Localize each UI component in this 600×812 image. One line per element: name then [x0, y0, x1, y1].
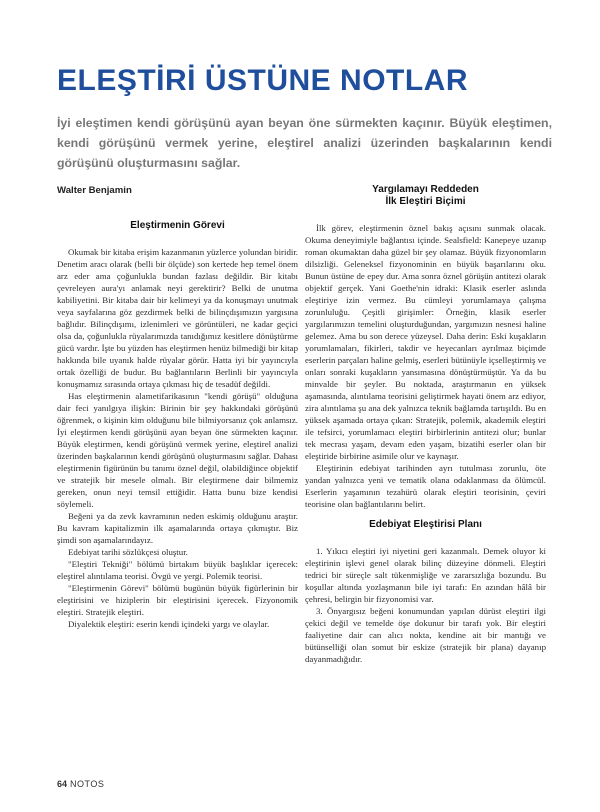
- article-title: ELEŞTİRİ ÜSTÜNE NOTLAR: [57, 64, 469, 97]
- right-column: [305, 184, 546, 665]
- body-paragraph: Okumak bir kitaba erişim kazanmanın yüzlerce yolundan biridir. Denetim aracı olarak (belli bir ölçüde) son kertede hep temel önem arz eder ama çoğunlukla bundan fazlası değildir. Bir kitabı çevreleyen aura'yı anlamak neyi gerektirir? Belki de unutma kabiliyetini. Bir kitaba dair bir kelimeyi ya da konuşmayı unutmak veya sayfalarına göz gezdirmek belki de bilinçdışımızın yargısına bağlıdır. Bilinçdışımı, izlenimleri ve görüntüleri, ne kadar geçici olsa da, çoğunlukla rüyalarımızda tanıdığımız kesitlere dönüştürme gücü vardır. İşte bu yüzden has eleştirmen henüz bilmediği bir kitap hakkında bile uyanık halde rüyalar görür. Hatta iyi bir yayıncıyla ortak özelliği de budur. Bu bağlantıların Berlinli bir yayıncıyla konuşmamız sırasında ortaya çıkması hiç de tesadüf değildi.: [57, 247, 298, 389]
- body-paragraph: Edebiyat tarihi sözlükçesi oluştur.: [68, 547, 188, 557]
- author-name: Walter Benjamin: [57, 185, 132, 196]
- article-lede: İyi eleştimen kendi görüşünü ayan beyan öne sürmekten kaçınır. Büyük eleştimen, kendi görüşünü vermek yerine, eleştirel analizi üzerinden başkalarının kendi görüşünü oluşturmasını sağlar.: [57, 116, 552, 170]
- section-heading-criticism-plan: Edebiyat Eleştirisi Planı: [369, 519, 482, 530]
- body-paragraph: "Eleştirmenin Görevi" bölümü bugünün büyük figürlerinin bir eleştirisini ve hiziplerin bir eleştirisini içerecek. Fizyonomik eleştiri. Stratejik eleştiri.: [57, 583, 298, 617]
- section-heading-critic-task: Eleştirmenin Görevi: [130, 220, 225, 231]
- body-paragraph: 1. Yıkıcı eleştiri iyi niyetini geri kazanmalı. Demek oluyor ki eleştirinin işlevi genel olarak bilinç düzeyine dönmeli. Eleştiri tedrici bir süreçle salt tükenmişliğe ve zararsızlığa bozundu. Bu koşullar altında yozlaşmanın bile iyi tarafı: En azından hâlâ bir çehresi, belirgin bir fizyonomisi var.: [305, 546, 546, 604]
- body-paragraph: Has eleştirmenin alametifarikasının "kendi görüşü" olduğuna dair feci yanılgıya ilişkin: Birinin bir şey hakkındaki görüşünü öğrenmek, o kişinin kim olduğunu bile bilmiyorsanız çok anlamsız. İyi eleştirmen kendi görüşünü ayan beyan öne sürmekten kaçınır. Büyük eleştirmen, kendi görüşünü vermek yerine, eleştirel analizi üzerinden başkalarının kendi görüşünü oluşturmasını sağlar. Dahası eleştirmenin figürünün bu tanımı öznel değil, olabildiğince objektif ve stratejik bir mesele olmalı. Bir eleştirmene dair bilmemiz gereken, onun neyi temsil ettiğidir. Hatta bunu bize kendisi söylemeli.: [57, 391, 298, 509]
- body-paragraph: Diyalektik eleştiri: eserin kendi içindeki yargı ve olaylar.: [68, 619, 270, 629]
- magazine-name: NOTOS: [70, 779, 105, 789]
- section-heading-first-critique: [305, 184, 546, 208]
- body-paragraph: 3. Önyargısız beğeni konumundan yapılan dürüst eleştiri ilgi çekici değil ve temelde öşe dokunur bir tarafı yok. Bir eleştiri faaliyetine dair can alıcı nokta, kendine ait bir mantığı ve bütünselliği olan somut bir eskize (stratejik bir plana) dayanıp dayanmadığıdır.: [305, 606, 546, 664]
- body-paragraph: Beğeni ya da zevk kavramının neden eskimiş olduğunu araştır. Bu kavram kapitalizmin ilk aşamalarında ortaya çıkmıştır. Biz şimdi son aşamalarındayız.: [57, 511, 298, 545]
- heading-line: İlk Eleştiri Biçimi: [385, 196, 466, 207]
- page-footer: [57, 779, 104, 789]
- page-number: 64: [57, 779, 68, 789]
- body-paragraph: "Eleştiri Tekniği" bölümü birtakım büyük başlıklar içerecek: eleştirel alıntılama teorisi. Övgü ve yergi. Polemik teorisi.: [57, 559, 298, 581]
- body-paragraph: İlk görev, eleştirmenin öznel bakış açısını sunmak olacak. Okuma deneyimiyle bağlantısı içinde. Sealsfield: Kanepeye uzanıp roman okumaktan daha güzel bir şey olamaz. Büyük fizyonomların dilsizliği. Geleneksel fizyonominin en büyük başarılarını oku. Bunun üstüne de epey dur. Ama sonra öznel görüşün antitezi olarak objektif gerçek. Yani Goethe'nin idraki: Klasik eserler aslında eleştiriye izin vermez. Bu cümleyi yorumlamaya çalışma zorunluluğu. Çeşitli girişimler: Örneğin, klasik eserler yargılarımızın temelini oluşturduğundan, yargımızın nesnesi haline gelemez. Ama bu son derece yüzeysel. Daha derin: Eski kuşakların yorumlamaları, fikirleri, takdir ve heyecanları ayrılmaz biçimde eserlerin parçaları haline gelmiş, eserleri bütünüyle içselleştirmiş ve onları sonraki kuşakların yansımasına dönüştürmüştür. Ya da bu minvalde bir şeyler. Bu noktada, araştırmanın en yüksek aşamasında, alıntılama teorisini geliştirmek hayati önem arz ediyor, zira alıntılama şu ana dek yalnızca teknik bağlamda tartışıldı. Bu en yüksek aşamada ortaya çıkan: Stratejik, polemik, akademik eleştiri ile tefsirci, yorumlamacı eleştiri birbirlerinin antitezi olur; bunlar tek mecrası yaşam, devam eden yaşam, bizatihi eserler olan bir eleştiride birbirine asimile olur ve kaynaşır.: [305, 223, 546, 461]
- heading-line: Yargılamayı Reddeden: [372, 184, 479, 195]
- body-paragraph: Eleştirinin edebiyat tarihinden ayrı tutulması zorunlu, öte yandan yalnızca yeni ve tematik olana odaklanması da ölümcül. Eserlerin yaşamının tezahürü olarak eleştiri teorisinin, çeviri teorisine olan bağlantılarını belirt.: [305, 463, 546, 509]
- left-column: [57, 184, 298, 630]
